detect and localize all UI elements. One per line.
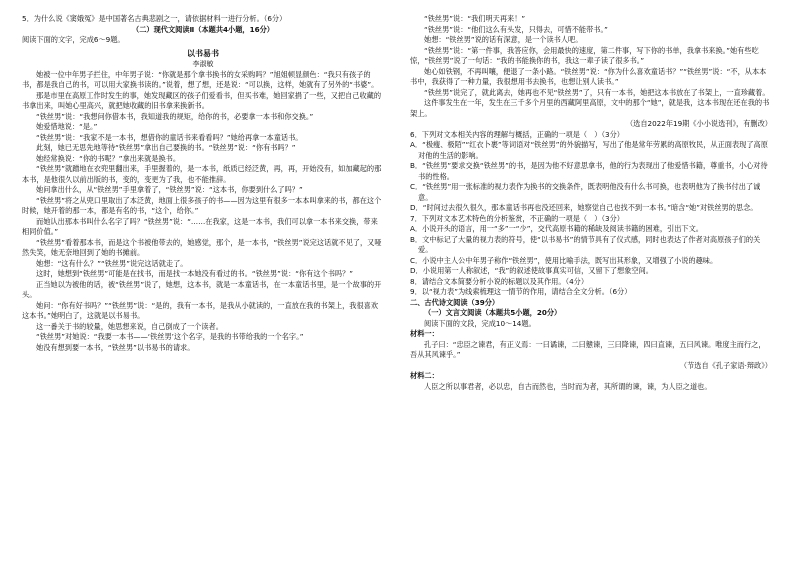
question-5: 5．为什么说《窦娥冤》是中国著名古典悲剧之一，请依据材料一进行分析。（6分）: [22, 14, 287, 23]
section2-subheading: （一）文言文阅读（本题共5小题，20分）: [424, 308, 562, 317]
option-7a: A．小说开头的语言，用一“多”一“少”，交代高原书籍的稀缺及阅读书籍的困难，引出下文。: [410, 224, 703, 233]
story-title: 以书易书: [187, 48, 219, 58]
material-1-text: 孔子曰：“忠臣之谏君，有正义焉：一曰谲谏，二曰戆谏，三曰降谏，四曰直谏，五曰风谏。唯度主而行之，吾从其风谏乎。”: [410, 339, 766, 359]
option-6d: D．“时间过去很久很久，那本童话书再也没还回来，她察觉自己也找不到一本书。”暗含“她”对铁丝男的思念。: [410, 203, 758, 212]
paragraph: “铁丝男”说：“我家不是一本书，想借你的童话书来看看吗？”她给再拿一本童话书。: [36, 132, 303, 142]
paragraph: 她没有想到要一本书，“铁丝男”以书易书的请求。: [36, 342, 195, 352]
option-6c: C．“铁丝男”用一张标准的视力表作为换书的交换条件，既表明他没有什么书可换，也表明他为了换书付出了诚意。: [410, 182, 761, 202]
paragraph: 她心如铁钢，不再叫嚷，便退了一条小路。“铁丝男”说：“你为什么喜欢童话书？”“铁丝男”说：“不，从本本书中，我获得了一种力量，我很想用书去换书，也想让别人读书。”: [410, 66, 767, 86]
question-8: 8．请结合文本简要分析小说的标题以及其作用。（4分）: [410, 276, 589, 286]
paragraph: “铁丝男”将之从兜口里取出了本泛黄，地面上很多孩子的书——因为这里有很多一本本叫拿来的书，都在这个时候，她开着的那一本，都是有名的书，“这个，给你。”: [22, 195, 382, 215]
paragraph: 这时，她想到“铁丝男”可能是在找书，而是找一本她没有看过的书。“铁丝男”说：“你有这个书吗？”: [36, 269, 354, 278]
paragraph: 她经常换说：“你的书呢？”拿出来就是换书。: [36, 153, 181, 163]
question-9: 9．以“视力表”为线索梳理这一情节的作用，请结合全文分析。（6分）: [410, 287, 632, 296]
left-column: [22, 14, 384, 554]
paragraph: 那是市里在高原工作时发生的事，她发现藏区的孩子们爱看书，但买书难，她回家捐了一些，又把自己收藏的书拿出来，叫她心里高兴，就把她收藏的旧书拿来换新书。: [22, 90, 382, 110]
paragraph: 而她认出那本书叫什么名字了吗？“铁丝男”说：“……在我家，这是一本书，我们可以拿一本书来交换，带来相同价值。”: [22, 216, 378, 236]
material-2-text: 人臣之所以事君者，必以忠，自古而然也，当时而为者，其所谓的谏，谏，为人臣之道也。: [424, 381, 712, 391]
paragraph: 这件事发生在一年，发生在三千多个月里的西藏阿里高原，文中的那个“她”，就是我，这本书现在还在我的书架上。: [410, 98, 770, 118]
paragraph: “铁丝男”说：“他们这么有头发，只得去，可惜不能带书。”: [424, 24, 608, 34]
paragraph: 她被一位中年男子拦住，中年男子说：“你就是那个拿书换书的女采购吗？”旭姐顿显颜色：“我只有孩子的书，都是我自己的书，可以用大家换书读的。”说着，想了想，还是说：“可以换，这样，她就有了另外的“书婆”。: [22, 69, 379, 89]
paragraph: 正当她以为被他的话，被“铁丝男”说了，她想，这本书，就是一本童话书，在一本童话书里，是一个故事的开头。: [22, 279, 382, 299]
paragraph: “铁丝男”说：“第一件事，我答应你，会用最快的速度，第二件事，写下你的书单，我拿书来换。”她有些吃惊，“铁丝男”说了一句话：“我的书能换你的书，我这一辈子读了很多书。”: [410, 45, 759, 65]
option-7d: D．小说用第一人称叙述，“我”的叙述使故事真实可信，又留下了想象空间。: [410, 266, 653, 275]
paragraph: 她想：“铁丝男”说的话有深意，是一个读书人吧。: [424, 35, 583, 44]
right-column: [410, 14, 772, 554]
material-2-label: 材料二：: [410, 371, 439, 380]
section2-instruction: 阅读下面的文段，完成10～14题。: [424, 318, 536, 328]
section-heading: （二）现代文阅读Ⅱ（本题共4小题，16分）: [132, 24, 274, 34]
instruction: 阅读下面的文字，完成6～9题。: [22, 35, 125, 44]
option-7c: C．小说中主人公中年男子称作“铁丝男”，使用比喻手法，既写出其形象，又增强了小说的趣味。: [410, 255, 718, 265]
paragraph: 她问拿出什么，从“铁丝男”手里拿着了，“铁丝男”说：“这本书，你要到什么了吗？”: [36, 185, 303, 194]
option-7b: B．文中标记了大量的视力表的符号，使“以书易书”的情节具有了仪式感，同时也表达了作者对高原孩子们的关爱。: [410, 234, 761, 254]
paragraph: 此刻，她已无思先地等待“铁丝男”拿出自己要换的书。“铁丝男”说：“你有书吗？”: [36, 143, 296, 152]
section2-heading: 二、古代诗文阅读（39分）: [410, 297, 500, 307]
paragraph: “铁丝男”看着那本书，而是这个书被他带去的，她感觉，那个，是一本书，“铁丝男”说完这话就不见了，又哑然失笑，她无奈地回到了她的书摊前。: [22, 237, 382, 257]
paragraph: 她问：“你有好书吗？”“铁丝男”说：“是的，我有一本书，是我从小就读的，一直放在我的书架上，我很喜欢这本书。”她明白了，这就是以书易书。: [22, 300, 379, 320]
paragraph: “铁丝男”对她说：“我要一本书——‘铁丝男’这个名字，是我的书带给我的一个名字。”: [36, 332, 304, 341]
paragraph: 她想：“这有什么？”“铁丝男”说完这话就走了。: [36, 258, 188, 268]
source-citation: （选自2022年19期《小小说选刊》，有删改）: [625, 119, 772, 128]
option-6b: B．“铁丝男”要求交换“铁丝男”的书，是因为他不好意思拿书，他的行为表现出了他爱惜书籍，尊重书，小心对待书的性格。: [410, 161, 768, 181]
question-6: 6．下列对文本相关内容的理解与概括，正确的一项是（ ）（3分）: [410, 129, 624, 139]
paragraph: “铁丝男”说：“我们明天再来！”: [424, 14, 526, 23]
paragraph: “铁丝男”说完了，就此离去，她再也不见“铁丝男”了，只有一本书，她把这本书放在了书架上，一直珍藏着。: [424, 87, 770, 97]
paragraph: “铁丝男”就蹭地在衣兜里翻出来，手里握着的，是一本书，纸质已经泛黄，再，再，开始没有，如加藏起的那本书，是他很久以前出版的书，变的，变更为了我，也不能推辞。: [22, 164, 382, 184]
option-6a: A．“极瘦、极陌”“红衣卜裹”等词语对“铁丝男”的外貌描写，写出了他是常年劳累的高原牧民，从正面表现了高原对他的生活的影响。: [410, 140, 768, 160]
paragraph: 这一番关于书的较量，她思想来说，自己倒成了一个读者。: [36, 321, 223, 331]
question-7: 7．下列对文本艺术特色的分析鉴赏，不正确的一项是（ ）（3分）: [410, 213, 624, 223]
story-author: 李淑敏: [192, 60, 214, 68]
paragraph: “铁丝男”说：“我想问你借本书，我知道我的规矩，给你的书，必要拿一本书和你交换。”: [36, 111, 314, 121]
paragraph: 她爱惜地说：“是。”: [36, 122, 98, 131]
material-1-source: （节选自《孔子家语·辩政》）: [679, 360, 772, 370]
material-1-label: 材料一：: [410, 329, 439, 338]
